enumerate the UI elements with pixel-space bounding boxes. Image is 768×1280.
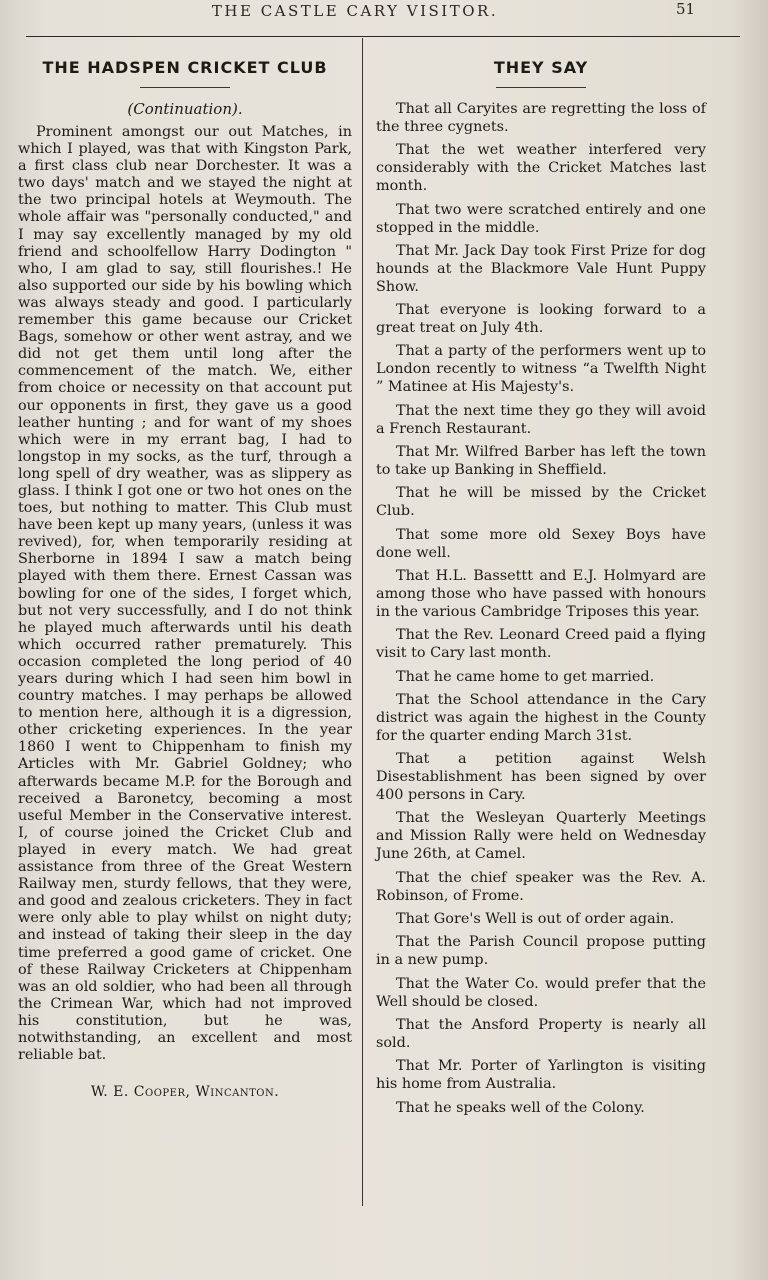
- list-item: That Mr. Porter of Yarlington is visiting his home from Australia.: [376, 1058, 706, 1093]
- they-say-column: [376, 52, 706, 1122]
- list-item: That he will be missed by the Cricket Club.: [376, 485, 706, 520]
- list-item: That he speaks well of the Colony.: [396, 1099, 645, 1116]
- title-rule: [496, 87, 586, 88]
- list-item: That H.L. Bassettt and E.J. Holmyard are among those who have passed with honours in the various Cambridge Triposes this year.: [376, 567, 706, 620]
- running-head: [0, 0, 768, 30]
- they-say-list: [376, 100, 706, 1117]
- continuation-label: (Continuation).: [127, 100, 243, 118]
- list-item: That all Caryites are regretting the loss of the three cygnets.: [376, 101, 706, 135]
- list-item: That some more old Sexey Boys have done well.: [376, 526, 706, 561]
- list-item: That everyone is looking forward to a great treat on July 4th.: [376, 302, 706, 337]
- list-item: That a party of the performers went up to London recently to witness “a Twelfth Night ” Matinee at His Majesty's.: [376, 343, 706, 396]
- list-item: That the Parish Council propose putting in a new pump.: [376, 934, 706, 969]
- list-item: That the chief speaker was the Rev. A. Robinson, of Frome.: [376, 869, 706, 904]
- list-item: That the Ansford Property is nearly all sold.: [376, 1016, 706, 1051]
- author-signature: W. E. Cooper, Wincanton.: [90, 1084, 280, 1101]
- page-number: 51: [676, 0, 696, 18]
- list-item: That the next time they go they will avoid a French Restaurant.: [376, 402, 706, 437]
- list-item: That Mr. Wilfred Barber has left the town to take up Banking in Sheffield.: [376, 444, 706, 479]
- list-item: That the Wesleyan Quarterly Meetings and Mission Rally were held on Wednesday June 26th, at Camel.: [376, 810, 706, 863]
- list-item: That two were scratched entirely and one stopped in the middle.: [376, 201, 706, 236]
- title-rule: [140, 87, 230, 88]
- cricket-club-column: [18, 52, 352, 1100]
- list-item: That he came home to get married.: [396, 668, 655, 685]
- list-item: That the wet weather interfered very considerably with the Cricket Matches last month.: [376, 142, 706, 195]
- list-item: That the Water Co. would prefer that the Well should be closed.: [376, 975, 706, 1010]
- they-say-title: THEY SAY: [493, 58, 589, 77]
- cricket-club-body: Prominent amongst our out Matches, in which I played, was that with Kingston Park, a first class club near Dorchester. It was a two days' match and we stayed the night at the two principal hotels at Weymouth. The whole affair was "personally conducted," and I may say excellently managed by my old friend and schoolfellow Harry Dodington " who, I am glad to say, still flourishes.! He also supported our side by his bowling which was always steady and good. I particularly remember this game because our Cricket Bags, somehow or other went astray, and we did not get them until long after the commencement of the match. We, either from choice or necessity on that account put our opponents in first, they gave us a good leather hunting ; and for want of my shoes which were in my errant bag, I had to longstop in my socks, as the turf, through a long spell of dry weather, was as slippery as glass. I think I got one or two hot ones on the toes, but nothing to matter. This Club must have been kept up many years, (unless it was revived), for, when temporarily residing at Sherborne in 1894 I saw a match being played with them there. Ernest Cassan was bowling for one of the sides, I forget which, but not very successfully, and I do not think he played much afterwards until his death which occurred rather prematurely. This occasion completed the long period of 40 years during which I had seen him bowl in country matches. I may perhaps be allowed to mention here, although it is a digression, other cricketing experiences. In the year 1860 I went to Chippenham to finish my Articles with Mr. Gabriel Goldney; who afterwards became M.P. for the Borough and received a Baronetcy, becoming a most useful Member in the Conservative interest. I, of course joined the Cricket Club and played in every match. We had great assistance from three of the Great Western Railway men, sturdy fellows, that they were, and good and zealous cricketers. They in fact were only able to play whilst on night duty; and instead of taking their sleep in the day time preferred a good game of cricket. One of these Railway Cricketers at Chippenham was an old soldier, who had been all through the Crimean War, which had not improved his constitution, but he was, notwithstanding, an excellent and most reliable bat.: [18, 124, 352, 1064]
- list-item: That the School attendance in the Cary district was again the highest in the County for the quarter ending March 31st.: [376, 691, 706, 744]
- header-rule: [26, 36, 740, 37]
- list-item: That a petition against Welsh Disestablishment has been signed by over 400 persons in Cary.: [376, 751, 706, 804]
- column-divider: [362, 38, 363, 1206]
- list-item: That Gore's Well is out of order again.: [396, 911, 675, 928]
- cricket-club-title: THE HADSPEN CRICKET CLUB: [42, 58, 328, 77]
- list-item: That Mr. Jack Day took First Prize for dog hounds at the Blackmore Vale Hunt Puppy Show.: [376, 242, 706, 295]
- publication-title: THE CASTLE CARY VISITOR.: [211, 2, 499, 20]
- list-item: That the Rev. Leonard Creed paid a flying visit to Cary last month.: [376, 627, 706, 662]
